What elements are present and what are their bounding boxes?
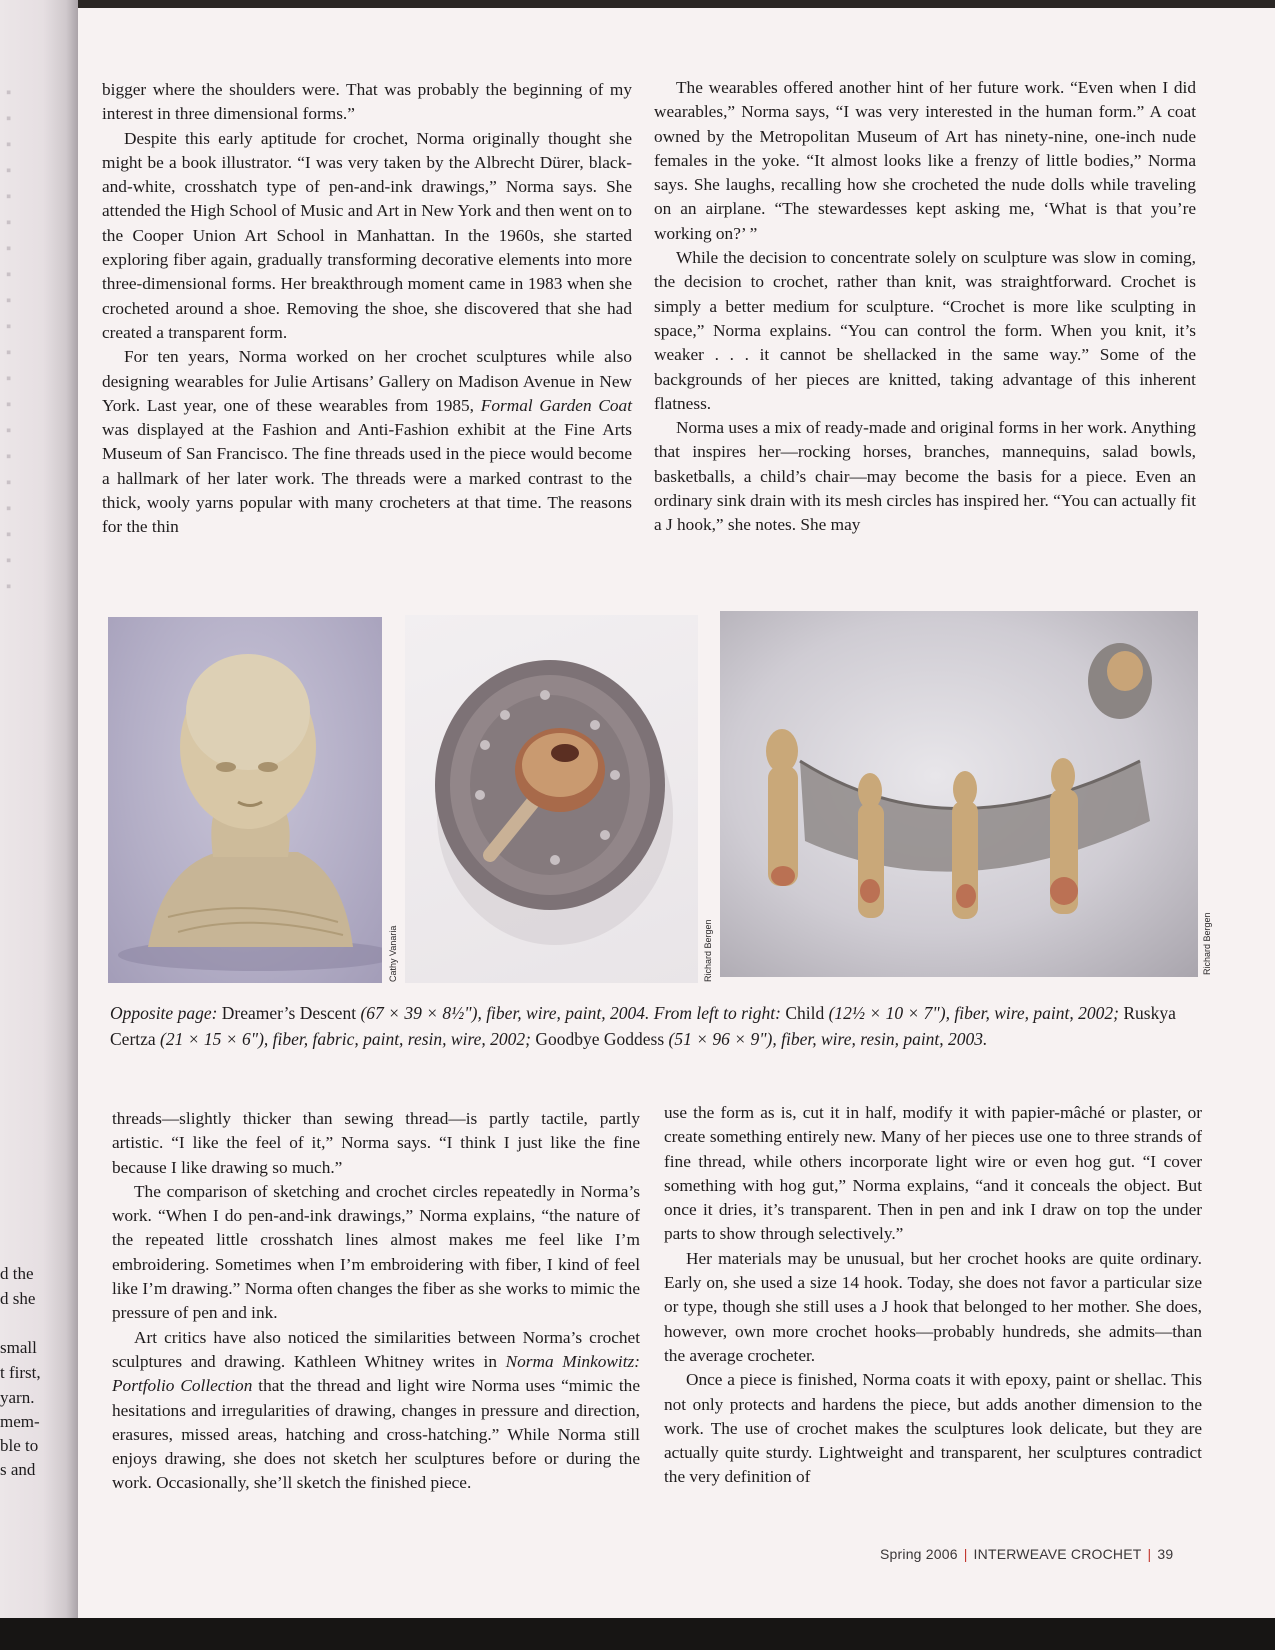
paragraph: While the decision to concentrate solely on sculpture was slow in coming, the decision to crochet, rather than knit, was straightforward. Crochet is simply a better medium for sculpture. “Crochet is more like sculpting in space,” Norma explains. “You can control the form. When you knit, it’s weaker . . . it cannot be shellacked in the same way.” Some of the backgrounds of her pieces are knitted, taking advantage of this inherent flatness. — [654, 248, 1196, 413]
photo-credit: Cathy Vanaria — [388, 925, 398, 982]
ghost-text: ▪ ▪ ▪ ▪ ▪ ▪ ▪ ▪ ▪ ▪ ▪ ▪ ▪ ▪ ▪ ▪ ▪ ▪ ▪ ▪ — [6, 85, 12, 595]
caption-details: (21 × 15 × 6"), fiber, fabric, paint, resin, wire, 2002; — [160, 1029, 531, 1049]
caption-work-title: Child — [780, 1003, 829, 1023]
column-bottom-left — [112, 1107, 640, 1496]
facing-page-text-line: small — [0, 1338, 37, 1357]
issue-season: Spring 2006 — [880, 1546, 958, 1562]
paragraph: Once a piece is finished, Norma coats it with epoxy, paint or shellac. This not only protects and hardens the piece, but adds another dimension to the work. The use of crochet makes the sculptures look delicate, but they are actually quite sturdy. Lightweight and transparent, her sculptures contradict the very definition of — [664, 1370, 1202, 1487]
folio-separator: | — [1147, 1546, 1152, 1562]
folio-separator: | — [963, 1546, 968, 1562]
book-title: Norma Minkowitz: Portfolio Collection — [112, 1351, 640, 1396]
paragraph-text: that the thread and light wire Norma uses “mimic the hesitations and irregularities of drawing, changes in pressure and direction, erasures, missed areas, hatching and cross-hatching.” While Norma still enjoys drawing, she does not sketch her sculptures before or during the work. Occasionally, she’ll sketch the finished piece. — [112, 1376, 640, 1493]
work-title: Formal Garden Coat — [480, 395, 632, 415]
paragraph-text: was displayed at the Fashion and Anti-Fashion exhibit at the Fine Arts Museum of San Francisco. The fine threads used in the piece would become a hallmark of her later work. The threads were a marked contrast to the thick, wooly yarns popular with many crocheters at that time. The reasons for the thin — [102, 420, 632, 537]
page-folio — [880, 1546, 1173, 1562]
paragraph: The comparison of sketching and crochet circles repeatedly in Norma’s work. “When I do pen-and-ink drawings,” Norma explains, “the nature of the repeated little crosshatch lines almost makes me feel like I’m embroidering. Sometimes when I’m embroidering with fiber, I kind of feel like I’m drawing.” Norma often changes the fiber as she works to mimic the pressure of pen and ink. — [112, 1181, 640, 1323]
photo-child-sculpture — [108, 617, 382, 983]
facing-page-text-line: t first, — [0, 1363, 41, 1382]
facing-page-text-line: s and — [0, 1460, 36, 1479]
paragraph-text: Art critics have also noticed the similarities between Norma’s crochet sculptures and drawing. Kathleen Whitney writes in — [112, 1327, 640, 1371]
caption-work-title: Dreamer’s Descent — [217, 1003, 361, 1023]
caption-details: (12½ × 10 × 7"), fiber, wire, paint, 2002; — [828, 1003, 1119, 1023]
paragraph — [112, 1326, 640, 1496]
paragraph: threads—slightly thicker than sewing thread—is partly tactile, partly artistic. “I like the feel of it,” Norma says. “I think I just like the fine because I like drawing so much.” — [112, 1109, 640, 1177]
paragraph-text: For ten years, Norma worked on her crochet sculptures while also designing wearables for Julie Artisans’ Gallery on Madison Avenue in New York. Last year, one of these wearables from 1985, — [102, 347, 632, 415]
photo-credit: Richard Bergen — [1202, 912, 1212, 975]
facing-page-text-line: mem- — [0, 1412, 40, 1431]
caption-work-title: Goodbye Goddess — [530, 1029, 669, 1049]
facing-page-edge — [0, 0, 78, 1650]
facing-page-text-line: d she — [0, 1289, 36, 1308]
photo-ruskya-certza — [405, 615, 698, 983]
paragraph: use the form as is, cut it in half, modify it with papier-mâché or plaster, or create something entirely new. Many of her pieces use one to three strands of fine thread, while others incorporate light wire or even hog gut. “I cover something with hog gut,” Norma explains, “and it conceals the object. But once it dries, it’s transparent. Then in pen and ink I draw on top the under parts to show through selectively.” — [664, 1103, 1202, 1244]
lace-disc-illustration — [405, 615, 698, 983]
bottom-edge — [0, 1618, 1275, 1650]
facing-page-text-line: d the — [0, 1264, 34, 1283]
facing-page-text-line: ble to — [0, 1436, 39, 1455]
caption-label: Opposite page: — [110, 1003, 218, 1023]
paragraph: The wearables offered another hint of her future work. “Even when I did wearables,” Norma says, “I was very interested in the human form.” A coat owned by the Metropolitan Museum of Art has ninety-nine, one-inch nude females in the yoke. “It almost looks like a frenzy of little bodies,” Norma says. She laughs, recalling how she crocheted the nude dolls while traveling on an airplane. “The stewardesses kept asking me, ‘What is that you’re working on?’ ” — [654, 78, 1196, 243]
column-bottom-right — [664, 1101, 1202, 1490]
caption-details: (67 × 39 × 8½"), fiber, wire, paint, 2004. From left to right: — [360, 1003, 781, 1023]
paragraph: Despite this early aptitude for crochet, Norma originally thought she might be a book illustrator. “I was very taken by the Albrecht Dürer, black-and-white, crosshatch type of pen-and-ink drawings,” Norma says. She attended the High School of Music and Art in New York and then went on to the Cooper Union Art School in Manhattan. In the 1960s, she started exploring fiber again, gradually transforming decorative elements into more three-dimensional forms. Her breakthrough moment came in 1983 when she crocheted around a shoe. Removing the shoe, she discovered that she had created a transparent form. — [102, 128, 632, 342]
caption-details: (51 × 96 × 9"), fiber, wire, resin, paint, 2003. — [668, 1029, 988, 1049]
magazine-name: INTERWEAVE CROCHET — [973, 1546, 1142, 1562]
goddess-figures-illustration — [720, 611, 1198, 977]
facing-page-text-line: yarn. — [0, 1388, 35, 1407]
paragraph: Norma uses a mix of ready-made and original forms in her work. Anything that inspires her—rocking horses, branches, mannequins, salad bowls, basketballs, a child’s chair—may become the basis for a piece. Even an ordinary sink drain with its mesh circles has inspired her. “You can actually fit a J hook,” she notes. She may — [654, 418, 1196, 535]
caption-work-title: Ruskya Certza — [110, 1003, 1176, 1049]
photo-credit: Richard Bergen — [703, 919, 713, 982]
photo-caption — [110, 1000, 1200, 1052]
paragraph — [102, 345, 632, 539]
child-bust-illustration — [108, 617, 382, 983]
page-number: 39 — [1157, 1546, 1174, 1562]
photo-goodbye-goddess — [720, 611, 1198, 977]
column-top-left — [102, 78, 632, 540]
paragraph: bigger where the shoulders were. That was probably the beginning of my interest in three dimensional forms.” — [102, 80, 632, 124]
column-top-right — [654, 76, 1196, 538]
paragraph: Her materials may be unusual, but her crochet hooks are quite ordinary. Early on, she used a size 14 hook. Today, she does not favor a particular size or type, though she still uses a J hook that belonged to her mother. She does, however, own more crochet hooks—probably hundreds, she admits—than the average crocheter. — [664, 1248, 1202, 1365]
